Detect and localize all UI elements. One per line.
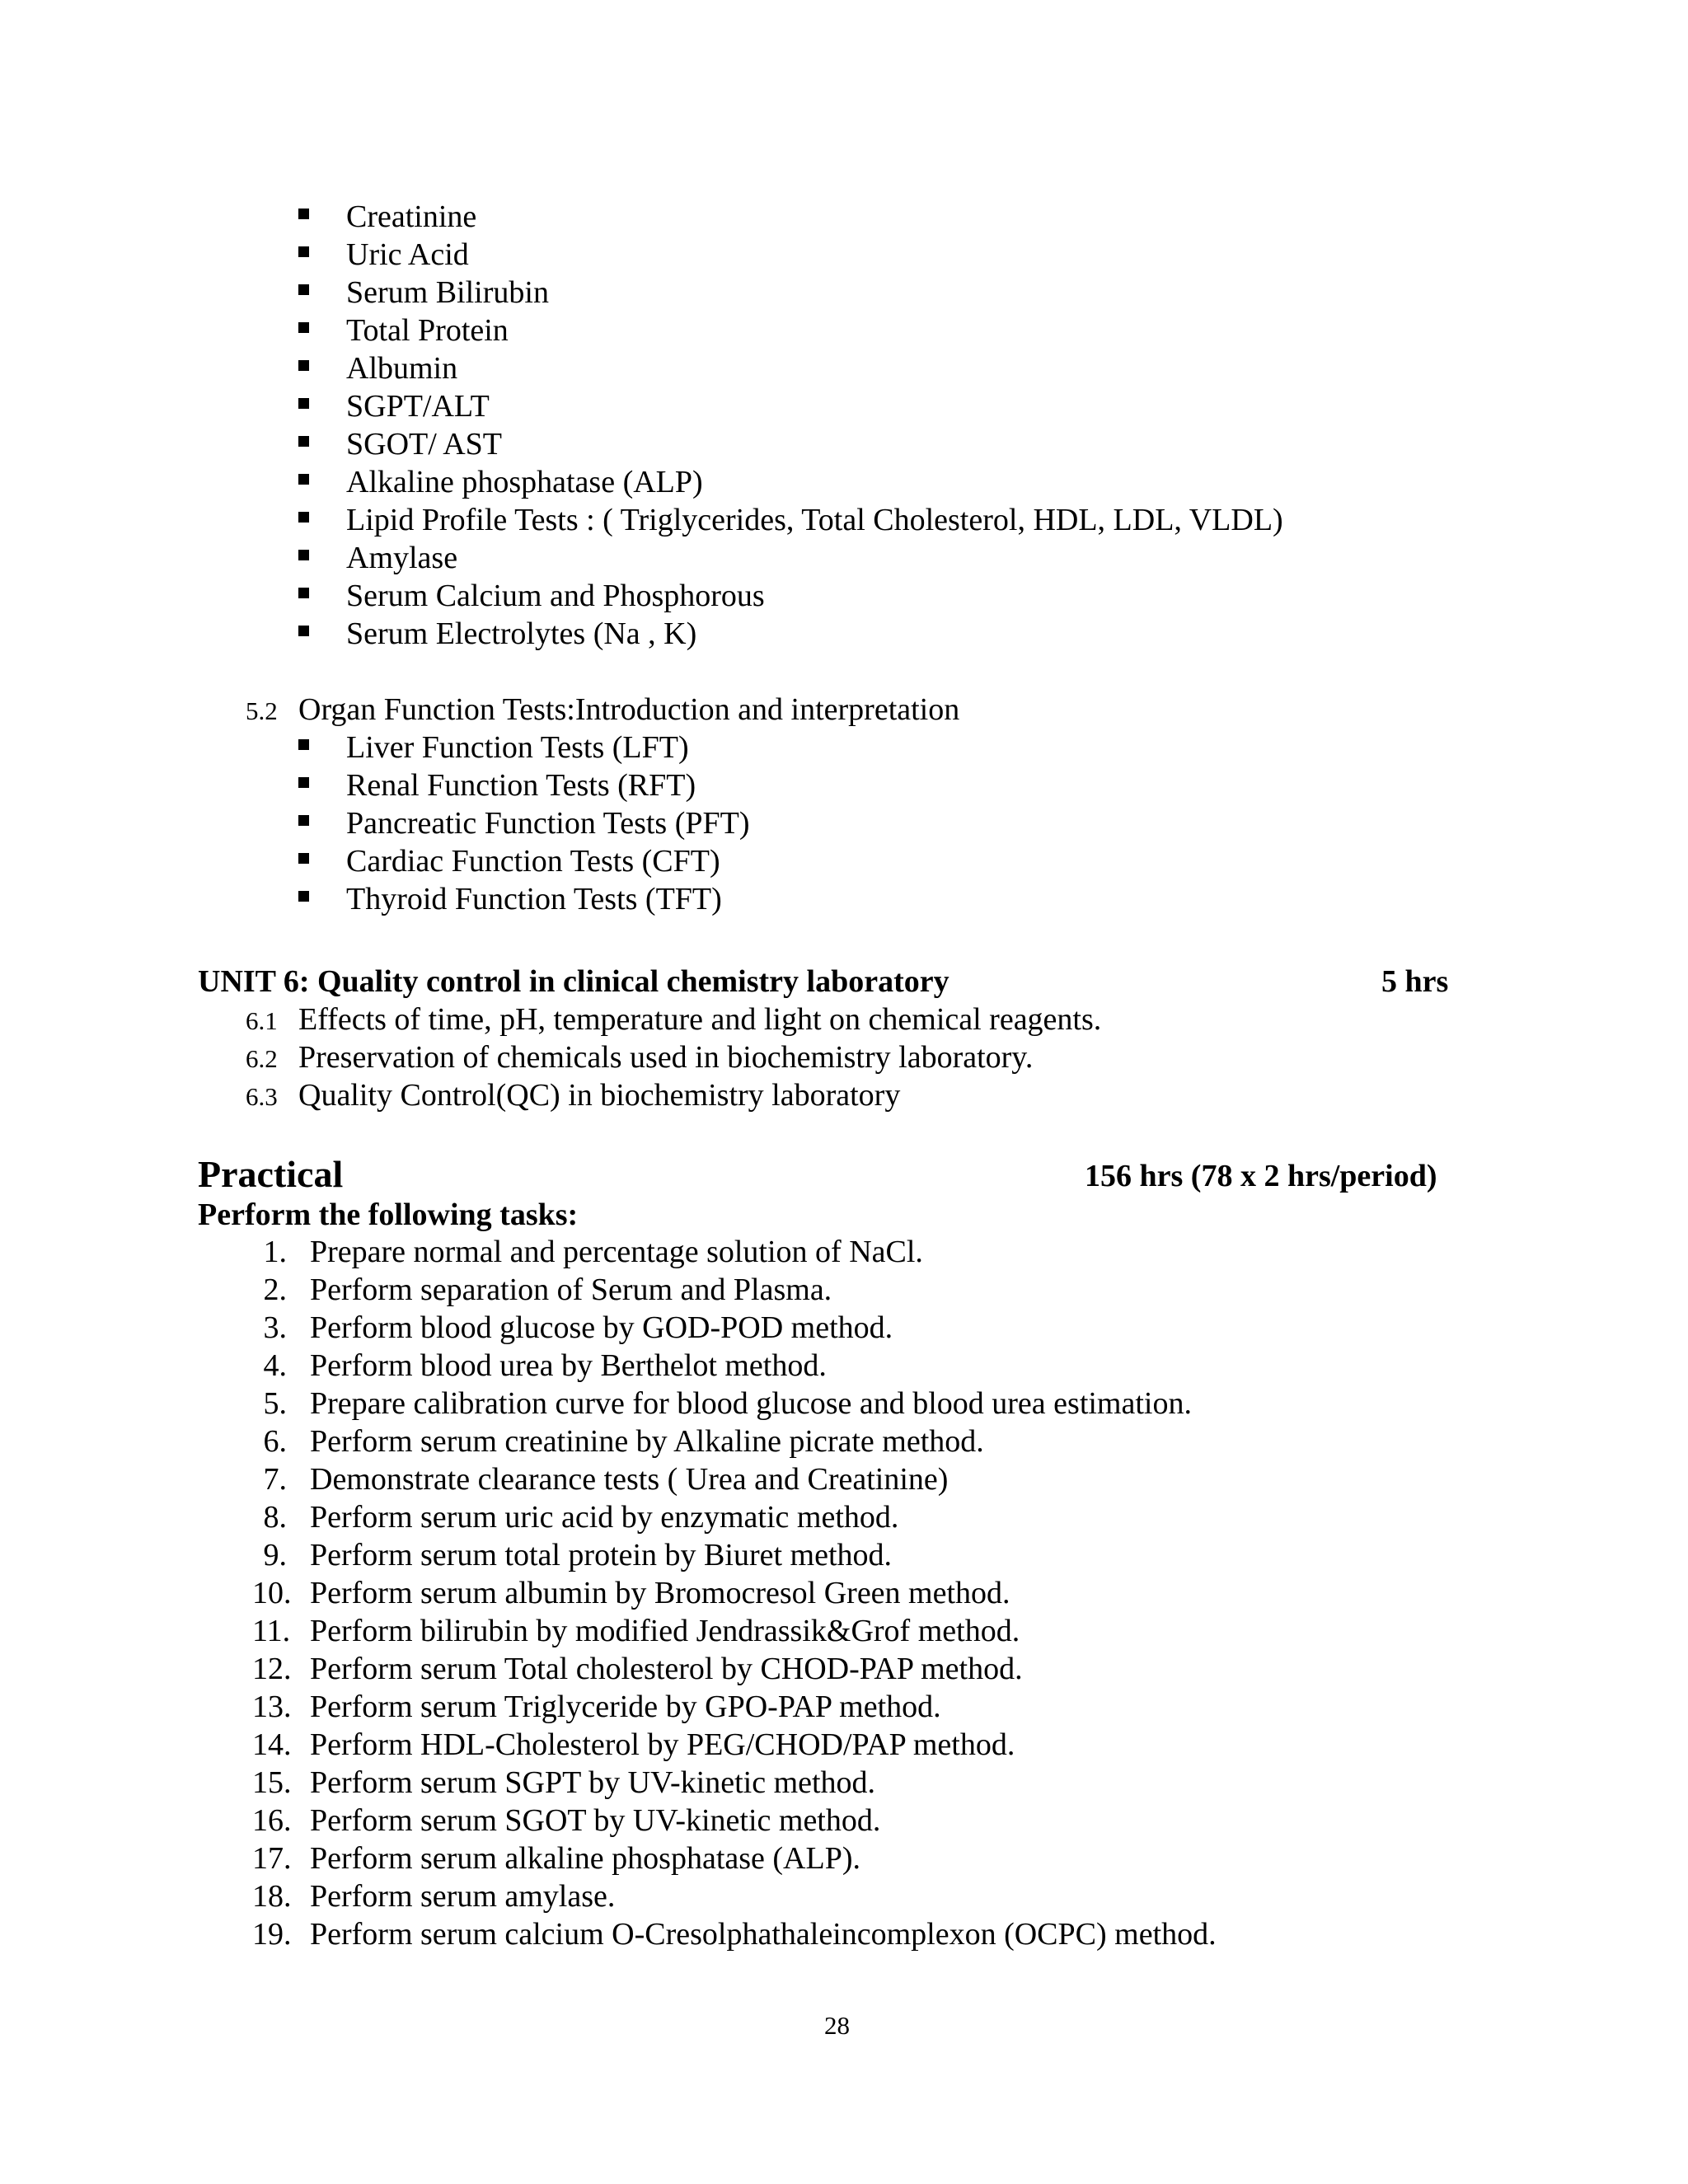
list-item: Serum Calcium and Phosphorous — [346, 579, 765, 613]
bullet-icon — [298, 398, 309, 409]
list-item: Albumin — [346, 351, 458, 386]
list-item: Pancreatic Function Tests (PFT) — [346, 806, 750, 841]
bullet-icon — [298, 322, 309, 333]
task-text: Perform serum calcium O-Cresolphathaleincomplexon (OCPC) method. — [310, 1917, 1217, 1952]
task-number: 6. — [263, 1424, 287, 1459]
bullet-icon — [298, 815, 309, 826]
task-number: 17. — [252, 1841, 292, 1876]
bullet-icon — [298, 512, 309, 523]
bullet-icon — [298, 436, 309, 447]
practical-hours: 156 hrs (78 x 2 hrs/period) — [1085, 1159, 1437, 1193]
task-text: Perform serum Triglyceride by GPO-PAP method. — [310, 1690, 941, 1724]
list-item: Thyroid Function Tests (TFT) — [346, 882, 722, 916]
practical-title: Practical — [198, 1153, 344, 1195]
task-text: Perform serum creatinine by Alkaline picrate method. — [310, 1424, 984, 1459]
item-number: 6.1 — [246, 1006, 278, 1035]
task-number: 3. — [263, 1310, 287, 1345]
task-number: 19. — [252, 1917, 292, 1952]
list-item: Uric Acid — [346, 237, 469, 272]
bullet-icon — [298, 777, 309, 788]
item-number: 6.2 — [246, 1044, 278, 1073]
bullet-icon — [298, 891, 309, 902]
bullet-icon — [298, 550, 309, 560]
task-text: Perform serum total protein by Biuret method. — [310, 1538, 893, 1572]
task-number: 10. — [252, 1576, 292, 1610]
task-number: 16. — [252, 1803, 292, 1838]
task-text: Perform serum amylase. — [310, 1879, 616, 1914]
task-number: 5. — [263, 1386, 287, 1421]
item-text: Effects of time, pH, temperature and light on chemical reagents. — [298, 1002, 1102, 1037]
task-number: 4. — [263, 1348, 287, 1383]
item-text: Preservation of chemicals used in biochemistry laboratory. — [298, 1040, 1034, 1075]
task-text: Perform serum uric acid by enzymatic method. — [310, 1500, 899, 1535]
task-text: Perform serum alkaline phosphatase (ALP). — [310, 1841, 860, 1876]
task-text: Perform serum SGPT by UV-kinetic method. — [310, 1765, 876, 1800]
bullet-icon — [298, 739, 309, 750]
item-text: Quality Control(QC) in biochemistry laboratory — [298, 1078, 901, 1113]
practical-subtitle: Perform the following tasks: — [198, 1197, 579, 1232]
task-number: 13. — [252, 1690, 292, 1724]
item-number: 6.3 — [246, 1082, 278, 1111]
list-item: Amylase — [346, 541, 458, 575]
task-text: Perform HDL-Cholesterol by PEG/CHOD/PAP method. — [310, 1727, 1015, 1762]
task-number: 11. — [252, 1614, 291, 1648]
list-item: Alkaline phosphatase (ALP) — [346, 465, 703, 499]
task-number: 9. — [263, 1538, 287, 1572]
list-item: Creatinine — [346, 199, 477, 234]
bullet-icon — [298, 360, 309, 371]
section-number: 5.2 — [246, 696, 278, 725]
task-number: 1. — [263, 1235, 287, 1269]
task-text: Perform blood urea by Berthelot method. — [310, 1348, 827, 1383]
section-title: Organ Function Tests:Introduction and interpretation — [298, 692, 960, 727]
task-text: Perform separation of Serum and Plasma. — [310, 1272, 832, 1307]
bullet-icon — [298, 474, 309, 485]
list-item: SGOT/ AST — [346, 427, 502, 462]
task-number: 7. — [263, 1462, 287, 1497]
unit-title: UNIT 6: Quality control in clinical chemistry laboratory — [198, 964, 950, 999]
task-text: Perform blood glucose by GOD-POD method. — [310, 1310, 893, 1345]
list-item: Total Protein — [346, 313, 509, 348]
task-text: Prepare normal and percentage solution of NaCl. — [310, 1235, 923, 1269]
list-item: Cardiac Function Tests (CFT) — [346, 844, 720, 879]
task-text: Perform bilirubin by modified Jendrassik&Grof method. — [310, 1614, 1020, 1648]
page-number: 28 — [824, 2011, 850, 2040]
bullet-icon — [298, 246, 309, 257]
list-item: Serum Electrolytes (Na , K) — [346, 616, 697, 651]
task-number: 12. — [252, 1652, 292, 1686]
list-item: Serum Bilirubin — [346, 275, 549, 310]
task-text: Prepare calibration curve for blood glucose and blood urea estimation. — [310, 1386, 1192, 1421]
list-item: SGPT/ALT — [346, 389, 490, 424]
task-number: 8. — [263, 1500, 287, 1535]
list-item: Liver Function Tests (LFT) — [346, 730, 689, 765]
bullet-icon — [298, 626, 309, 636]
bullet-icon — [298, 284, 309, 295]
list-item: Renal Function Tests (RFT) — [346, 768, 696, 803]
task-number: 15. — [252, 1765, 292, 1800]
task-number: 18. — [252, 1879, 292, 1914]
task-text: Perform serum Total cholesterol by CHOD-PAP method. — [310, 1652, 1023, 1686]
task-number: 14. — [252, 1727, 292, 1762]
bullet-icon — [298, 853, 309, 864]
task-number: 2. — [263, 1272, 287, 1307]
unit-hours: 5 hrs — [1381, 964, 1449, 999]
task-text: Demonstrate clearance tests ( Urea and Creatinine) — [310, 1462, 949, 1497]
bullet-icon — [298, 588, 309, 598]
task-text: Perform serum SGOT by UV-kinetic method. — [310, 1803, 881, 1838]
bullet-icon — [298, 209, 309, 219]
list-item: Lipid Profile Tests : ( Triglycerides, Total Cholesterol, HDL, LDL, VLDL) — [346, 503, 1283, 537]
task-text: Perform serum albumin by Bromocresol Green method. — [310, 1576, 1010, 1610]
